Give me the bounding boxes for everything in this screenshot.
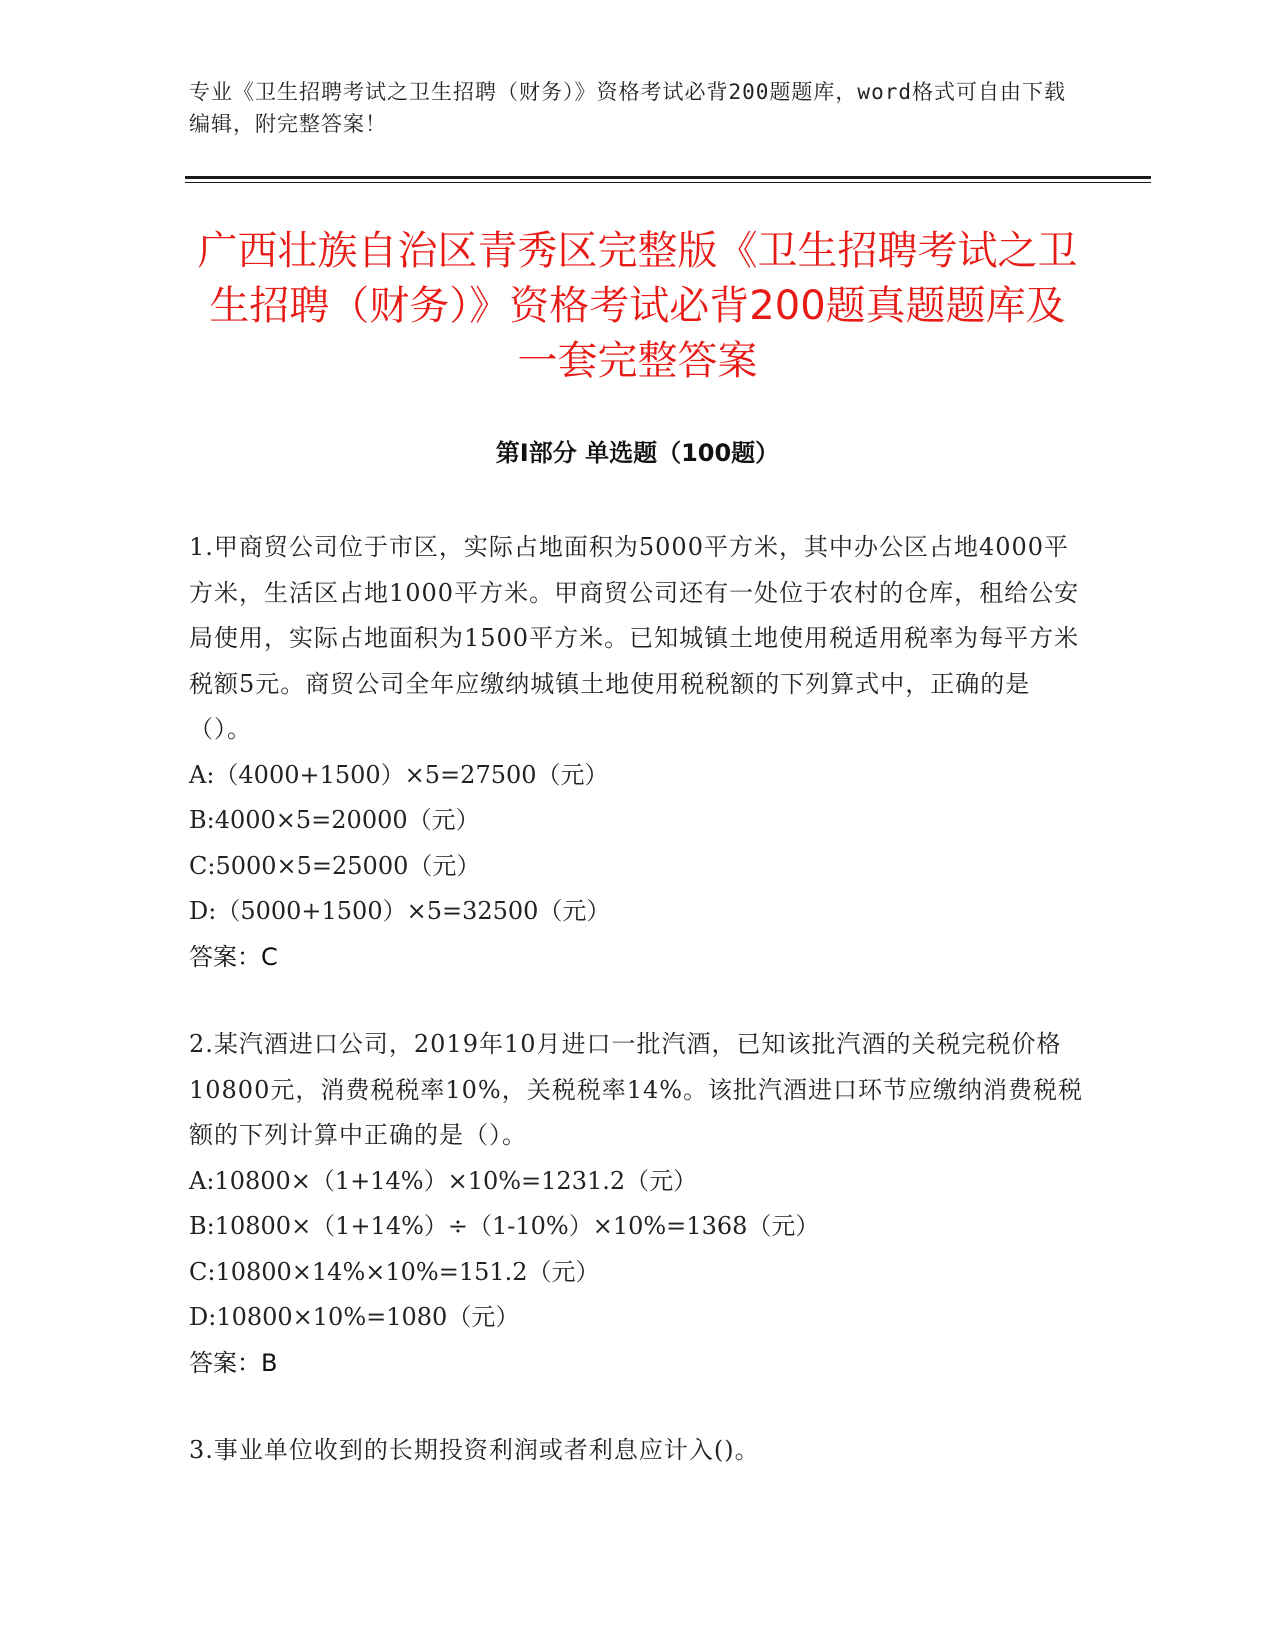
question-list [189,525,1089,1516]
header-divider-thin [185,182,1151,183]
option-a: A:（4000+1500）×5=27500（元） [189,760,609,789]
answer: 答案：C [189,942,278,971]
question-stem: 3.事业单位收到的长期投资利润或者利息应计入()。 [189,1436,760,1464]
option-c: C:5000×5=25000（元） [189,851,481,880]
header-divider-thick [185,176,1151,179]
option-a: A:10800×（1+14%）×10%=1231.2（元） [189,1166,698,1195]
option-b: B:4000×5=20000（元） [189,806,480,834]
document-title: 广西壮族自治区青秀区完整版《卫生招聘考试之卫生招聘（财务）》资格考试必背200题真题题库及一套完整答案 [197,228,1078,384]
option-d: D:10800×10%=1080（元） [189,1303,520,1331]
option-c: C:10800×14%×10%=151.2（元） [189,1257,600,1286]
header-note: 专业《卫生招聘考试之卫生招聘（财务）》资格考试必背200题题库，word格式可自由下载编辑，附完整答案！ [189,80,1066,136]
question-2 [189,1022,1089,1386]
option-d: D:（5000+1500）×5=32500（元） [189,897,611,925]
option-b: B:10800×（1+14%）÷（1-10%）×10%=1368（元） [189,1212,820,1240]
question-3 [189,1428,1089,1474]
question-stem: 1.甲商贸公司位于市区，实际占地面积为5000平方米，其中办公区占地4000平方米，生活区占地1000平方米。甲商贸公司还有一处位于农村的仓库，租给公安局使用，实际占地面积为1500平方米。已知城镇土地使用税适用税率为每平方米税额5元。商贸公司全年应缴纳城镇土地使用税税额的下列算式中，正确的是（）。 [189,533,1080,743]
question-stem: 2.某汽酒进口公司，2019年10月进口一批汽酒，已知该批汽酒的关税完税价格10800元，消费税税率10%，关税税率14%。该批汽酒进口环节应缴纳消费税税额的下列计算中正确的是（）。 [189,1030,1084,1149]
answer: 答案：B [189,1348,278,1377]
question-1 [189,525,1089,980]
section-title: 第Ⅰ部分 单选题（100题） [495,439,780,467]
